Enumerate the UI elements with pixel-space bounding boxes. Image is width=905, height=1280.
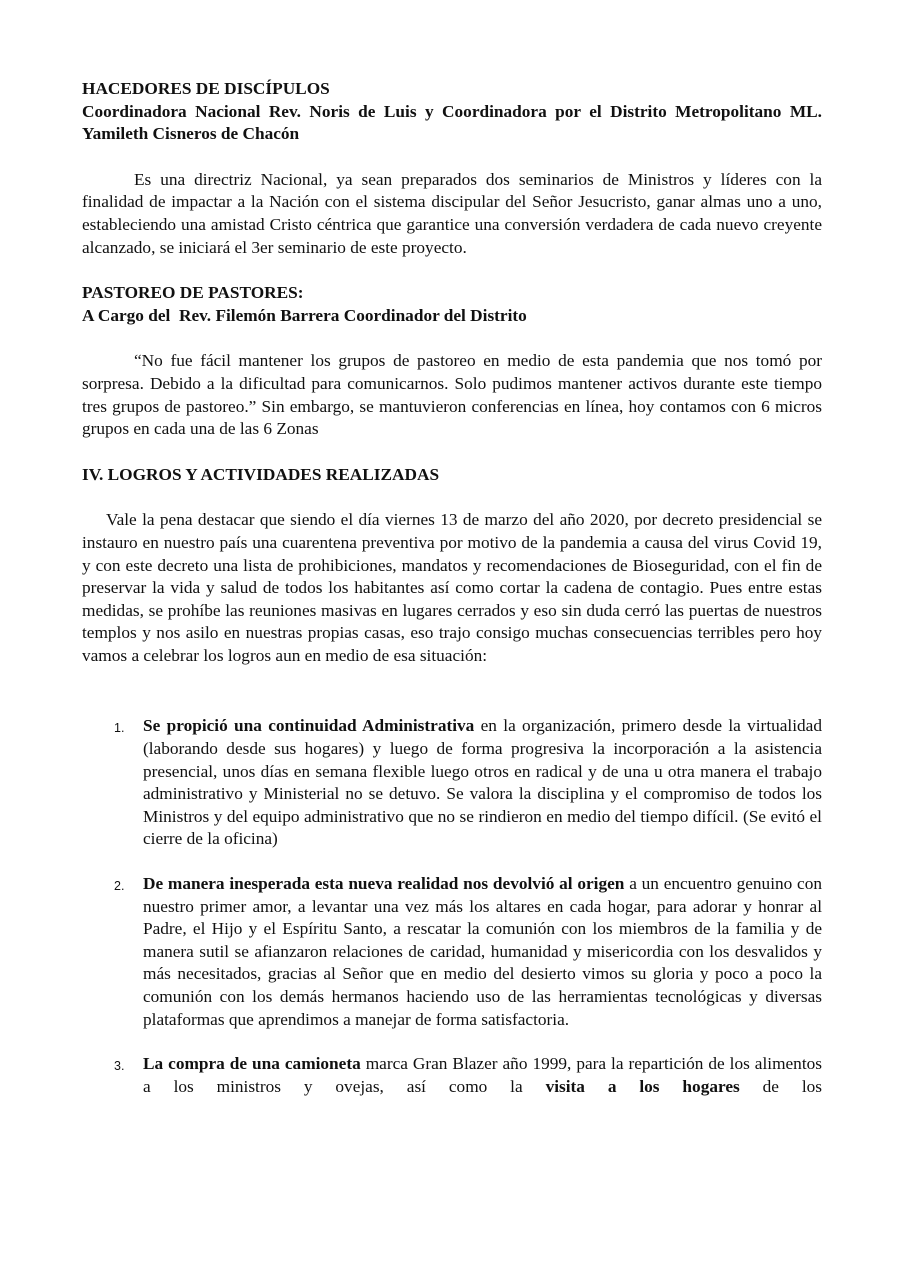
list-item-bold: Se propició una continuidad Administrativa [143,716,475,736]
list-item-bold: La compra de una camioneta [143,1054,361,1074]
list-number: 1. [114,721,125,736]
list-number: 3. [114,1059,125,1074]
list-item-body: a un encuentro genuino con nuestro primer amor, a levantar una vez más los altares en cada hogar, para adorar y honrar al Padre, el Hijo y el Espíritu Santo, a rescatar la comunión con los miembros de la familia y de manera sutil se afianzaron relaciones de caridad, humanidad y misericordia con los desvalidos y más necesitados, gracias al Señor que en medio del desierto vimos su gloria y poco a poco la comunión con los demás hermanos haciendo uso de las herramientas tecnológicas y diversas plataformas que aprendimos a manejar de forma satisfactoria. [143,874,823,1029]
list-item [82,715,822,851]
list-item-body: marca Gran Blazer año 1999, para la repartición de los alimentos a los ministros y ovejas, así como la [143,1054,822,1096]
list-item-body-2: de los [739,1076,823,1096]
paragraph-achievements-intro: Vale la pena destacar que siendo el día viernes 13 de marzo del año 2020, por decreto presidencial se instauro en nuestro país una cuarentena preventiva por motivo de la pandemia a causa del virus Covid 19, y con este decreto una lista de prohibiciones, mandatos y recomendaciones de Bioseguridad, con el fin de preservar la vida y salud de todos los habitantes así como cortar la cadena de contagio. Pues entre estas medidas, se prohíbe las reuniones masivas en lugares cerrados y eso sin duda cerró las puertas de nuestros templos y nos asilo en nuestras propias casas, eso trajo consigo muchas consecuencias terribles pero hoy vamos a celebrar los logros aun en medio de esa situación: [82,510,822,665]
list-item-text [143,873,822,1031]
list-item-bold: De manera inesperada esta nueva realidad nos devolvió al origen [143,874,625,894]
document-page [82,78,822,1098]
paragraph-pastors: “No fue fácil mantener los grupos de pastoreo en medio de esta pandemia que nos tomó por sorpresa. Debido a la dificultad para comunicarnos. Solo pudimos mantener activos durante este tiempo tres grupos de pastoreo.” Sin embargo, se mantuvieron conferencias en línea, hoy contamos con 6 micros grupos en cada una de las 6 Zonas [82,351,822,439]
list-number: 2. [114,879,125,894]
list-item [82,1053,822,1098]
list-item-text [143,715,822,851]
section-title-achievements: IV. LOGROS Y ACTIVIDADES REALIZADAS [82,464,440,484]
list-item-body: en la organización, primero desde la virtualidad (laborando desde sus hogares) y luego de forma progresiva la incorporación a la asistencia presencial, unos días en semana flexible luego otros en radical y de una u otra manera el trabajo administrativo y Ministerial no se detuvo. Se valora la disciplina y el compromiso de todos los Ministros y del equipo administrativo que no se rindieron en medio del tiempo difícil. (Se evitó el cierre de la oficina) [143,716,822,849]
section-subtitle-pastors: A Cargo del Rev. Filemón Barrera Coordinador del Distrito [82,305,527,325]
section-title-pastors: PASTOREO DE PASTORES: [82,283,304,303]
paragraph-disciples: Es una directriz Nacional, ya sean preparados dos seminarios de Ministros y líderes con la finalidad de impactar a la Nación con el sistema discipular del Señor Jesucristo, ganar almas uno a uno, estableciendo una amistad Cristo céntrica que garantice una conversión verdadera de cada nuevo creyente alcanzado, se iniciará el 3er seminario de este proyecto. [82,169,822,257]
list-item-bold-2: visita a los hogares [545,1076,740,1096]
list-item-text [143,1053,822,1098]
section-subtitle-disciples: Coordinadora Nacional Rev. Noris de Luis y Coordinadora por el Distrito Metropolitano ML. Yamileth Cisneros de Chacón [82,101,822,144]
section-title-disciples: HACEDORES DE DISCÍPULOS [82,79,330,98]
list-item [82,873,822,1031]
